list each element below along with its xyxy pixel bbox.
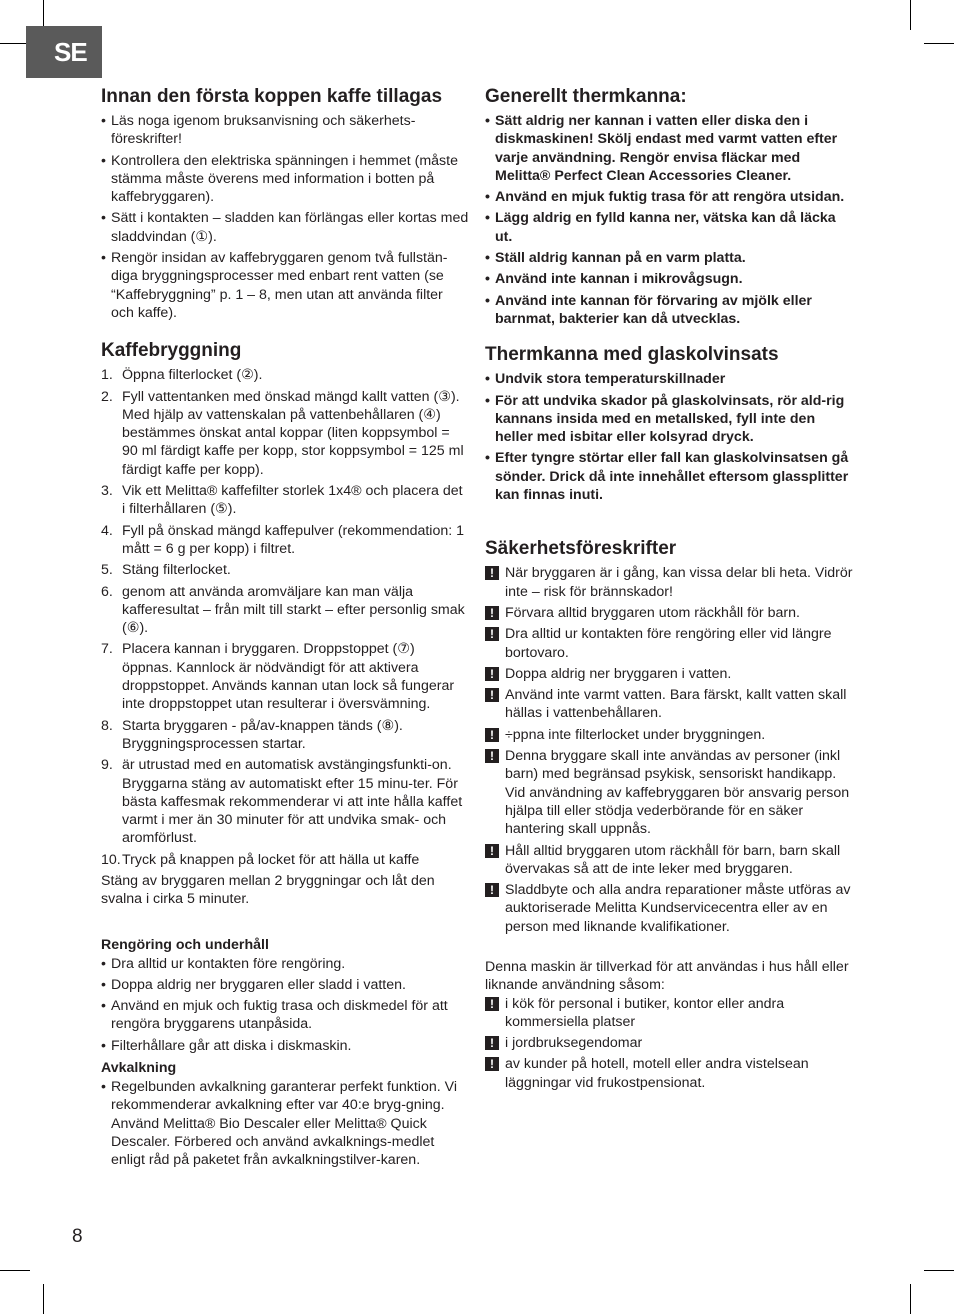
step-number: 2. (101, 388, 113, 405)
step-item (101, 717, 469, 754)
usage-list (485, 995, 855, 1092)
brew-heading: Kaffebryggning (101, 340, 242, 362)
clean-list (101, 955, 469, 1055)
thermos-section (485, 86, 855, 328)
warning-text: När bryggaren är i gång, kan vissa delar bli heta. Vidrör inte – risk för brännskador! (505, 565, 853, 600)
descale-list (101, 1078, 469, 1169)
intro-list (101, 112, 469, 322)
usage-text: i jordbruksegendomar (505, 1035, 643, 1052)
usage-item (485, 1055, 855, 1092)
list-item: • Använd en mjuk fuktig trasa för att rengöra utsidan. (485, 188, 855, 206)
page-number: 8 (72, 1226, 83, 1247)
warning-icon: ! (485, 997, 499, 1011)
list-item: • Ställ aldrig kannan på en varm platta. (485, 249, 855, 267)
list-item: • Rengör insidan av kaffebryggaren genom två fullstän-diga bryggningsprocesser med enbart rent vatten (se “Kaffebryggning” p. 1 – 8, men utan att använda filter och kaffe). (101, 249, 469, 322)
step-number: 1. (101, 367, 113, 384)
step-item (101, 756, 469, 847)
step-text: Stäng filterlocket. (122, 562, 231, 579)
safety-heading: Säkerhetsföreskrifter (485, 538, 677, 560)
list-item: • Doppa aldrig ner bryggaren eller sladd i vatten. (101, 976, 469, 994)
thermos-heading: Generellt thermkanna: (485, 86, 687, 107)
step-text: Öppna filterlocket (②). (122, 367, 263, 384)
warning-text: Använd inte varmt vatten. Bara färskt, kallt vatten skall hällas i vattenbehållaren. (505, 687, 847, 722)
brew-section (101, 340, 469, 908)
safety-section (485, 538, 855, 936)
step-item (101, 561, 469, 579)
step-text: Fyll på önskad mängd kaffepulver (rekommendation: 1 mått = 6 g per kopp) i filtret. (122, 522, 464, 557)
warning-icon: ! (485, 667, 499, 681)
warning-icon: ! (485, 844, 499, 858)
step-number: 3. (101, 483, 113, 500)
usage-text: i kök för personal i butiker, kontor eller andra kommersiella platser (505, 995, 785, 1030)
step-text: Tryck på knappen på locket för att hälla ut kaffe (122, 851, 420, 868)
list-item: • Läs noga igenom bruksanvisning och säkerhets-föreskrifter! (101, 112, 469, 149)
warning-item (485, 686, 855, 723)
warning-icon: ! (485, 688, 499, 702)
warning-icon: ! (485, 1036, 499, 1050)
crop-mark (43, 1284, 44, 1314)
right-column (485, 86, 855, 1095)
usage-section (485, 958, 855, 1092)
list-item: • Använd inte kannan för förvaring av mjölk eller barnmat, bakterier kan då utvecklas. (485, 292, 855, 329)
crop-mark (0, 1270, 30, 1271)
warning-icon: ! (485, 883, 499, 897)
warning-icon: ! (485, 627, 499, 641)
warning-item (485, 726, 855, 744)
warning-item (485, 564, 855, 601)
descale-heading: Avkalkning (101, 1060, 177, 1077)
list-item: • Sätt aldrig ner kannan i vatten eller diska den i diskmaskinen! Skölj endast med varmt vatten efter varje användning. Rengör envisa fläckar med Melitta® Perfect Clean Accessories Cleaner. (485, 112, 855, 185)
intro-section (101, 86, 469, 322)
step-number: 5. (101, 562, 113, 579)
warning-icon: ! (485, 749, 499, 763)
glass-section (485, 344, 855, 504)
step-number: 7. (101, 641, 113, 658)
warning-icon: ! (485, 1057, 499, 1071)
warning-icon: ! (485, 728, 499, 742)
warning-text: ÷ppna inte filterlocket under bryggningen. (505, 726, 766, 743)
step-text: Fyll vattentanken med önskad mängd kallt vatten (③). Med hjälp av vattenskalan på vattenbehållaren (④) bestämmes önskat antal koppar (liten koppsymbol = 90 ml färdigt kaffe per kopp, stor koppsymbol = 125 ml färdigt kaffe per kopp). (122, 388, 464, 478)
warning-text: Doppa aldrig ner bryggaren i vatten. (505, 665, 732, 682)
clean-heading: Rengöring och underhåll (101, 936, 269, 953)
list-item: • Använd inte kannan i mikrovågsugn. (485, 270, 855, 288)
step-item (101, 522, 469, 559)
warning-text: Dra alltid ur kontakten före rengöring eller vid längre bortovaro. (505, 626, 832, 661)
step-item (101, 583, 469, 638)
language-tab: SE (26, 26, 102, 78)
warning-item (485, 842, 855, 879)
warning-icon: ! (485, 566, 499, 580)
step-item (101, 851, 469, 869)
list-item: • Undvik stora temperaturskillnader (485, 370, 855, 388)
usage-text: av kunder på hotell, motell eller andra vistelsean läggningar vid frukostpensionat. (505, 1056, 809, 1091)
warning-text: Denna bryggare skall inte användas av personer (inkl barn) med begränsad psykisk, sensoriskt handikapp. Vid användning av kaffebryggaren bör ansvarig person hjälpa till eller stödja vederbörande för en säker hantering skall uppnås. (505, 748, 850, 838)
step-text: genom att använda aromväljare kan man välja kafferesultat – från milt till starkt – efter personlig smak (⑥). (122, 583, 465, 637)
step-text: Placera kannan i bryggaren. Droppstoppet (⑦) öppnas. Kannlock är nödvändigt för att aktivera droppstoppet. Används kannan utan lock så fungerar inte droppstoppet utan resulterar i översvämning. (122, 641, 455, 713)
crop-mark (924, 1270, 954, 1271)
safety-list (485, 564, 855, 936)
step-number: 9. (101, 757, 113, 774)
warning-text: Håll alltid bryggaren utom räckhåll för barn, barn skall övervakas så att de inte leker med bryggaren. (505, 842, 841, 877)
warning-item (485, 604, 855, 622)
intro-heading: Innan den första koppen kaffe tillagas (101, 86, 443, 107)
list-item: • Kontrollera den elektriska spänningen i hemmet (måste stämma måste överens med information i botten på kaffebryggaren). (101, 152, 469, 207)
warning-text: Förvara alltid bryggaren utom räckhåll för barn. (505, 604, 800, 621)
glass-heading: Thermkanna med glaskolvinsats (485, 344, 779, 366)
brew-note: Stäng av bryggaren mellan 2 bryggningar och låt den svalna i cirka 5 minuter. (101, 872, 435, 908)
step-item (101, 482, 469, 519)
list-item: • Sätt i kontakten – sladden kan förlängas eller kortas med sladdvindan (①). (101, 209, 469, 246)
step-number: 4. (101, 522, 113, 539)
step-item (101, 366, 469, 384)
list-item: • Lägg aldrig en fylld kanna ner, vätska kan då läcka ut. (485, 209, 855, 246)
glass-list (485, 370, 855, 504)
list-item: • Regelbunden avkalkning garanterar perfekt funktion. Vi rekommenderar avkalkning efter var 40:e bryg-gning. Använd Melitta® Bio Descaler eller Melitta® Quick Descaler. Förbered och använd avkalknings-medlet enligt råd på paketet från avkalkningstilver-karen. (101, 1078, 469, 1169)
list-item: • Filterhållare går att diska i diskmaskin. (101, 1037, 469, 1055)
list-item: • Efter tyngre störtar eller fall kan glaskolvinsatsen gå sönder. Drick då inte innehållet eftersom glassplitter kan finnas inuti. (485, 449, 855, 504)
crop-mark (910, 1284, 911, 1314)
crop-mark (924, 43, 954, 44)
step-text: Vik ett Melitta® kaffefilter storlek 1x4® och placera det i filterhållaren (⑤). (122, 483, 463, 518)
usage-item (485, 995, 855, 1032)
warning-item (485, 747, 855, 838)
warning-icon: ! (485, 606, 499, 620)
warning-item (485, 665, 855, 683)
clean-section (101, 935, 469, 1055)
warning-item (485, 625, 855, 662)
step-number: 6. (101, 583, 113, 600)
list-item: • För att undvika skador på glaskolvinsats, rör ald-rig kannans insida med en metallsked, fyll inte den heller med isbitar eller kolsyrad dryck. (485, 392, 855, 447)
step-number: 10. (101, 851, 121, 868)
warning-item (485, 881, 855, 936)
step-item (101, 640, 469, 713)
step-number: 8. (101, 717, 113, 734)
brew-steps (101, 366, 469, 869)
list-item: • Använd en mjuk och fuktig trasa och diskmedel för att rengöra bryggarens utanpåsida. (101, 997, 469, 1034)
crop-mark (910, 0, 911, 30)
step-text: Starta bryggaren - på/av-knappen tänds (⑧). Bryggningsprocessen startar. (122, 717, 403, 752)
step-text: är utrustad med en automatisk avstängingsfunkti-on. Bryggarna stäng av automatiskt efter 15 minu-ter. För bästa kaffesmak rekommenderar vi att inte hålla kaffet varmt i mer än 30 minuter för att undvika smak- och aromförlust. (122, 757, 463, 847)
descale-section (101, 1058, 469, 1169)
left-column (101, 86, 469, 1173)
list-item: • Dra alltid ur kontakten före rengöring. (101, 955, 469, 973)
step-item (101, 388, 469, 479)
usage-item (485, 1034, 855, 1052)
thermos-list (485, 112, 855, 328)
usage-intro: Denna maskin är tillverkad för att användas i hus håll eller liknande användning såsom: (485, 958, 849, 994)
warning-text: Sladdbyte och alla andra reparationer måste utföras av auktoriserade Melitta Kundservicecentra eller av en person med liknande kvalifikationer. (505, 882, 851, 935)
